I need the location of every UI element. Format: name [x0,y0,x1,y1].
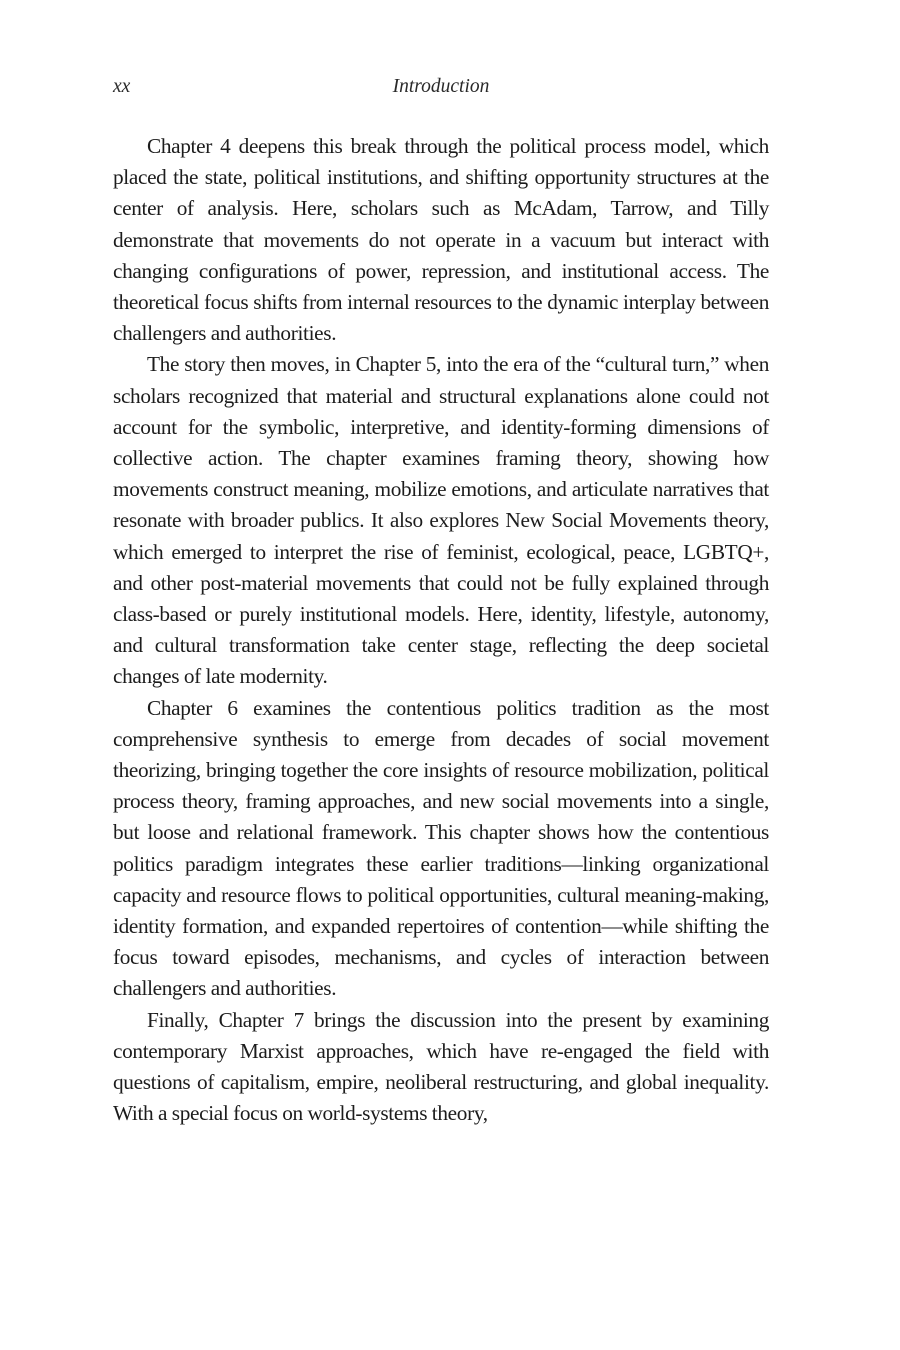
paragraph-chapter-4: Chapter 4 deepens this break through the political process model, which placed the state, political institutions, and shifting opportunity structures at the center of analysis. Here, scholars such as McAdam, Tarrow, and Tilly demonstrate that movements do not operate in a vacuum but interact with changing configurations of power, repression, and institutional access. The theoretical focus shifts from internal resources to the dynamic interplay between challengers and authorities. [113,134,769,346]
page-number: xx [113,76,131,97]
paragraph-chapter-5: The story then moves, in Chapter 5, into the era of the “cultural turn,” when scholars recognized that material and structural explanations alone could not account for the symbolic, interpretive, and identity-forming dimensions of collective action. The chapter examines framing theory, showing how movements construct meaning, mobilize emotions, and articulate narratives that resonate with broader publics. It also explores New Social Movements theory, which emerged to interpret the rise of feminist, ecological, peace, LGBTQ+, and other post-material movements that could not be fully explained through class-based or purely institutional models. Here, identity, lifestyle, autonomy, and cultural transformation take center stage, reflecting the deep societal changes of late modernity. [113,352,769,689]
paragraph-chapter-6: Chapter 6 examines the contentious politics tradition as the most comprehensive synthesis to emerge from decades of social movement theorizing, bringing together the core insights of resource mobilization, political process theory, framing approaches, and new social movements into a single, but loose and relational framework. This chapter shows how the contentious politics paradigm integrates these earlier traditions—linking organizational capacity and resource flows to political opportunities, cultural meaning-making, identity formation, and expanded repertoires of contention—while shifting the focus toward episodes, mechanisms, and cycles of interaction between challengers and authorities. [113,695,769,1001]
running-head [113,76,769,102]
body-text [113,131,769,1130]
paragraph-chapter-7: Finally, Chapter 7 brings the discussion into the present by examining contemporary Marxist approaches, which have re-engaged the field with questions of capitalism, empire, neoliberal restructuring, and global inequality. With a special focus on world-systems theory, [113,1007,769,1126]
running-title: Introduction [392,76,490,97]
